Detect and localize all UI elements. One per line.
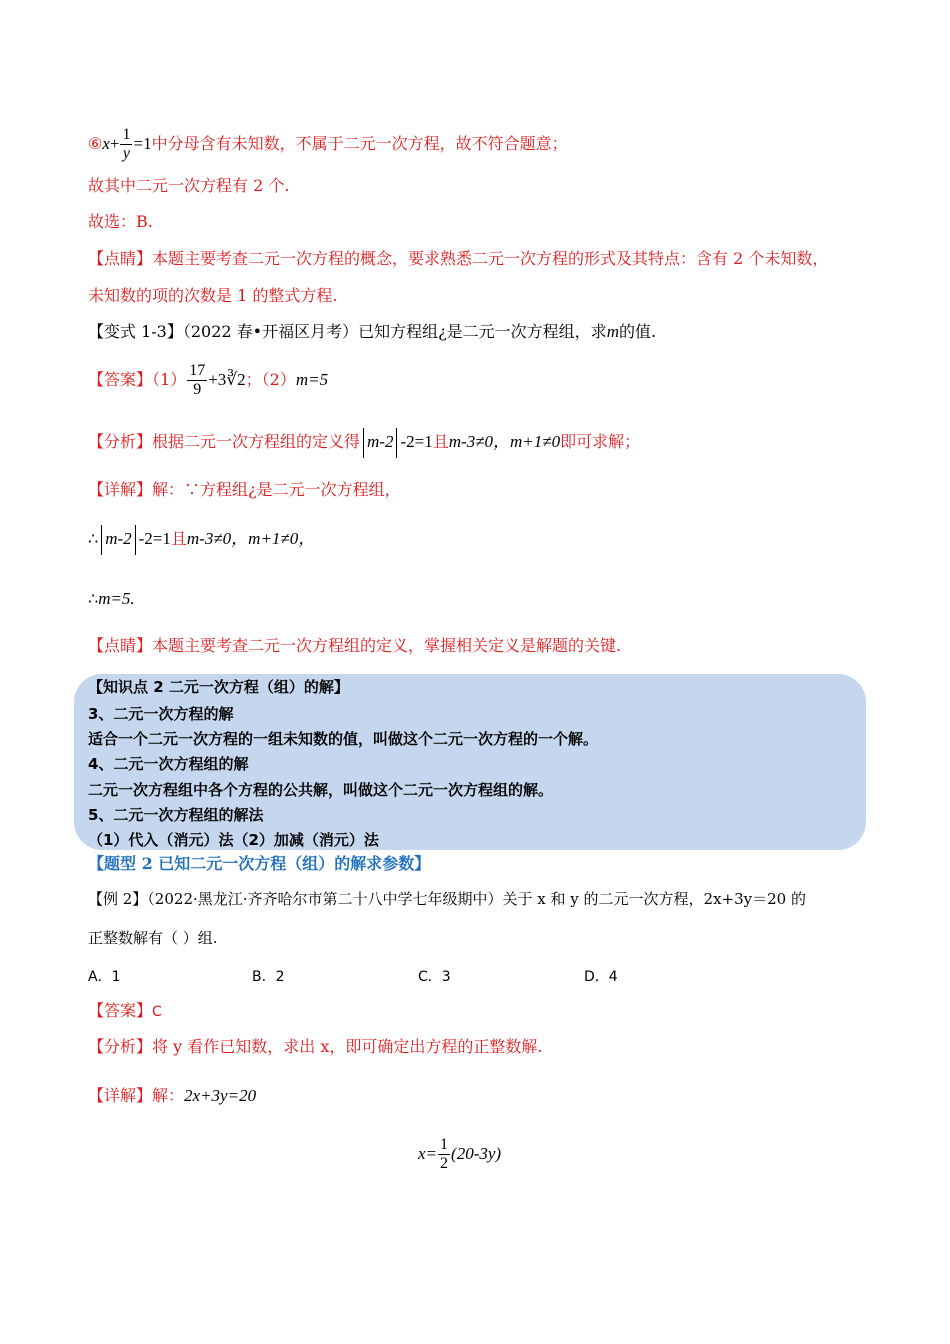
option-b: B．2 — [252, 969, 285, 985]
variant-var: m — [606, 322, 619, 341]
knowledge-para-5: （1）代入（消元）法（2）加减（消元）法 — [88, 831, 379, 849]
abs-bar-right — [135, 525, 136, 555]
fraction-1-over-y — [120, 126, 132, 163]
eq-plus: + — [109, 134, 120, 153]
detail-1 — [88, 479, 401, 501]
detail-tag: 【详解】 — [88, 480, 153, 499]
knowledge-para-3: 适合一个二元一次方程的一组未知数的值，叫做这个二元一次方程的一个解。 — [88, 730, 599, 748]
eq-x: x — [102, 134, 110, 153]
option-c: C．3 — [418, 969, 451, 985]
frac-9: 9 — [193, 381, 202, 398]
analysis-text: 将 y 看作已知数，求出 x，即可确定出方程的正整数解. — [152, 1037, 543, 1056]
analysis-1 — [88, 427, 640, 458]
detail-2 — [88, 1085, 256, 1107]
dianjing-1-line1 — [88, 248, 828, 270]
option-d: D．4 — [584, 969, 618, 985]
therefore-and: 且 — [170, 529, 187, 548]
fraction-one-half — [438, 1136, 450, 1173]
dianjing-tag: 【点睛】 — [88, 249, 153, 268]
abs-expr: m-2 — [367, 432, 394, 451]
answer-value: C — [152, 1004, 162, 1020]
abs-expr: m-2 — [105, 529, 132, 548]
answer-tag: 【答案】 — [88, 1001, 153, 1020]
answer-sep: ；（2） — [245, 370, 296, 389]
variant-tail: 的值. — [618, 322, 657, 341]
therefore-2 — [88, 588, 135, 610]
analysis-and: 且 — [432, 432, 449, 451]
abs-bar-right — [396, 428, 397, 458]
dianjing-tag: 【点睛】 — [88, 636, 153, 655]
frac-2: 2 — [440, 1155, 449, 1172]
solution-line-6 — [88, 126, 568, 163]
answer-part1: （1） — [152, 370, 187, 389]
therefore-expr2: -2=1 — [138, 529, 171, 548]
knowledge-point-box — [74, 674, 866, 850]
analysis-text: 根据二元一次方程组的定义得 — [152, 432, 361, 451]
eq-rest: =1 — [133, 134, 152, 153]
formula-lhs: x= — [418, 1144, 438, 1163]
therefore-expr3: m-3≠0，m+1≠0， — [186, 529, 316, 548]
abs-bar-left — [363, 428, 364, 458]
frac-17: 17 — [189, 362, 206, 379]
therefore-result: m=5. — [98, 589, 135, 608]
dianjing-2 — [88, 635, 621, 657]
answer-root: ∛2 — [226, 370, 246, 389]
conclusion-count: 故其中二元一次方程有 2 个. — [88, 176, 290, 195]
variant-1-3 — [88, 321, 656, 343]
answer-2 — [88, 1000, 162, 1023]
option-a: A．1 — [88, 969, 121, 985]
frac-num: 1 — [122, 126, 131, 143]
analysis-tag: 【分析】 — [88, 432, 153, 451]
analysis-2 — [88, 1036, 542, 1058]
analysis-expr3: m-3≠0，m+1≠0 — [448, 432, 561, 451]
dianjing-1-line2: 未知数的项的次数是 1 的整式方程. — [88, 286, 338, 305]
detail-text: 解：∵方程组¿是二元一次方程组， — [152, 480, 401, 499]
therefore-sym: ∴ — [88, 589, 99, 608]
variant-source: （2022 春•开福区月考）已知方程组¿是二元一次方程组，求 — [182, 322, 607, 341]
knowledge-heading-5: 5、二元一次方程组的解法 — [88, 806, 264, 824]
dianjing-text: 本题主要考查二元一次方程组的定义，掌握相关定义是解题的关键. — [152, 636, 622, 655]
formula-rhs: (20-3y) — [451, 1144, 502, 1163]
knowledge-para-4: 二元一次方程组中各个方程的公共解，叫做这个二元一次方程组的解。 — [88, 781, 554, 799]
answer-1 — [88, 361, 328, 399]
formula-x — [418, 1134, 501, 1174]
knowledge-heading-3: 3、二元一次方程的解 — [88, 705, 234, 723]
analysis-expr2: -2=1 — [400, 432, 433, 451]
therefore-sym: ∴ — [88, 529, 99, 548]
therefore-1 — [88, 524, 315, 555]
detail-tag: 【详解】 — [88, 1086, 153, 1105]
analysis-tail: 即可求解； — [560, 432, 641, 451]
frac-den: y — [122, 145, 131, 162]
line6-text: 中分母含有未知数，不属于二元一次方程，故不符合题意； — [151, 134, 568, 153]
abs-bar-left — [101, 525, 102, 555]
detail-equation: 2x+3y=20 — [184, 1086, 257, 1105]
analysis-tag: 【分析】 — [88, 1037, 153, 1056]
knowledge-title: 【知识点 2 二元一次方程（组）的解】 — [88, 678, 349, 696]
example-2-line2: 正整数解有（ ）组. — [88, 929, 218, 947]
variant-tag: 【变式 1-3】 — [88, 322, 183, 341]
dianjing-text1: 本题主要考查二元一次方程的概念，要求熟悉二元一次方程的形式及其特点：含有 2 个未知数， — [152, 249, 829, 268]
answer-tag: 【答案】 — [88, 370, 153, 389]
answer-m: m=5 — [295, 370, 329, 389]
frac-1: 1 — [440, 1136, 449, 1153]
circled-number: ⑥ — [88, 134, 103, 153]
knowledge-heading-4: 4、二元一次方程组的解 — [88, 755, 249, 773]
conclusion-choice: 故选：B. — [88, 212, 153, 231]
detail-text: 解： — [152, 1086, 185, 1105]
fraction-17-9 — [187, 362, 207, 399]
example-2-line1: 【例 2】（2022·黑龙江·齐齐哈尔市第二十八中学七年级期中）关于 x 和 y 的二元一次方程，2x+3y＝20 的 — [88, 890, 806, 908]
type-2-heading: 【题型 2 已知二元一次方程（组）的解求参数】 — [88, 854, 431, 873]
answer-mid: +3 — [208, 370, 227, 389]
